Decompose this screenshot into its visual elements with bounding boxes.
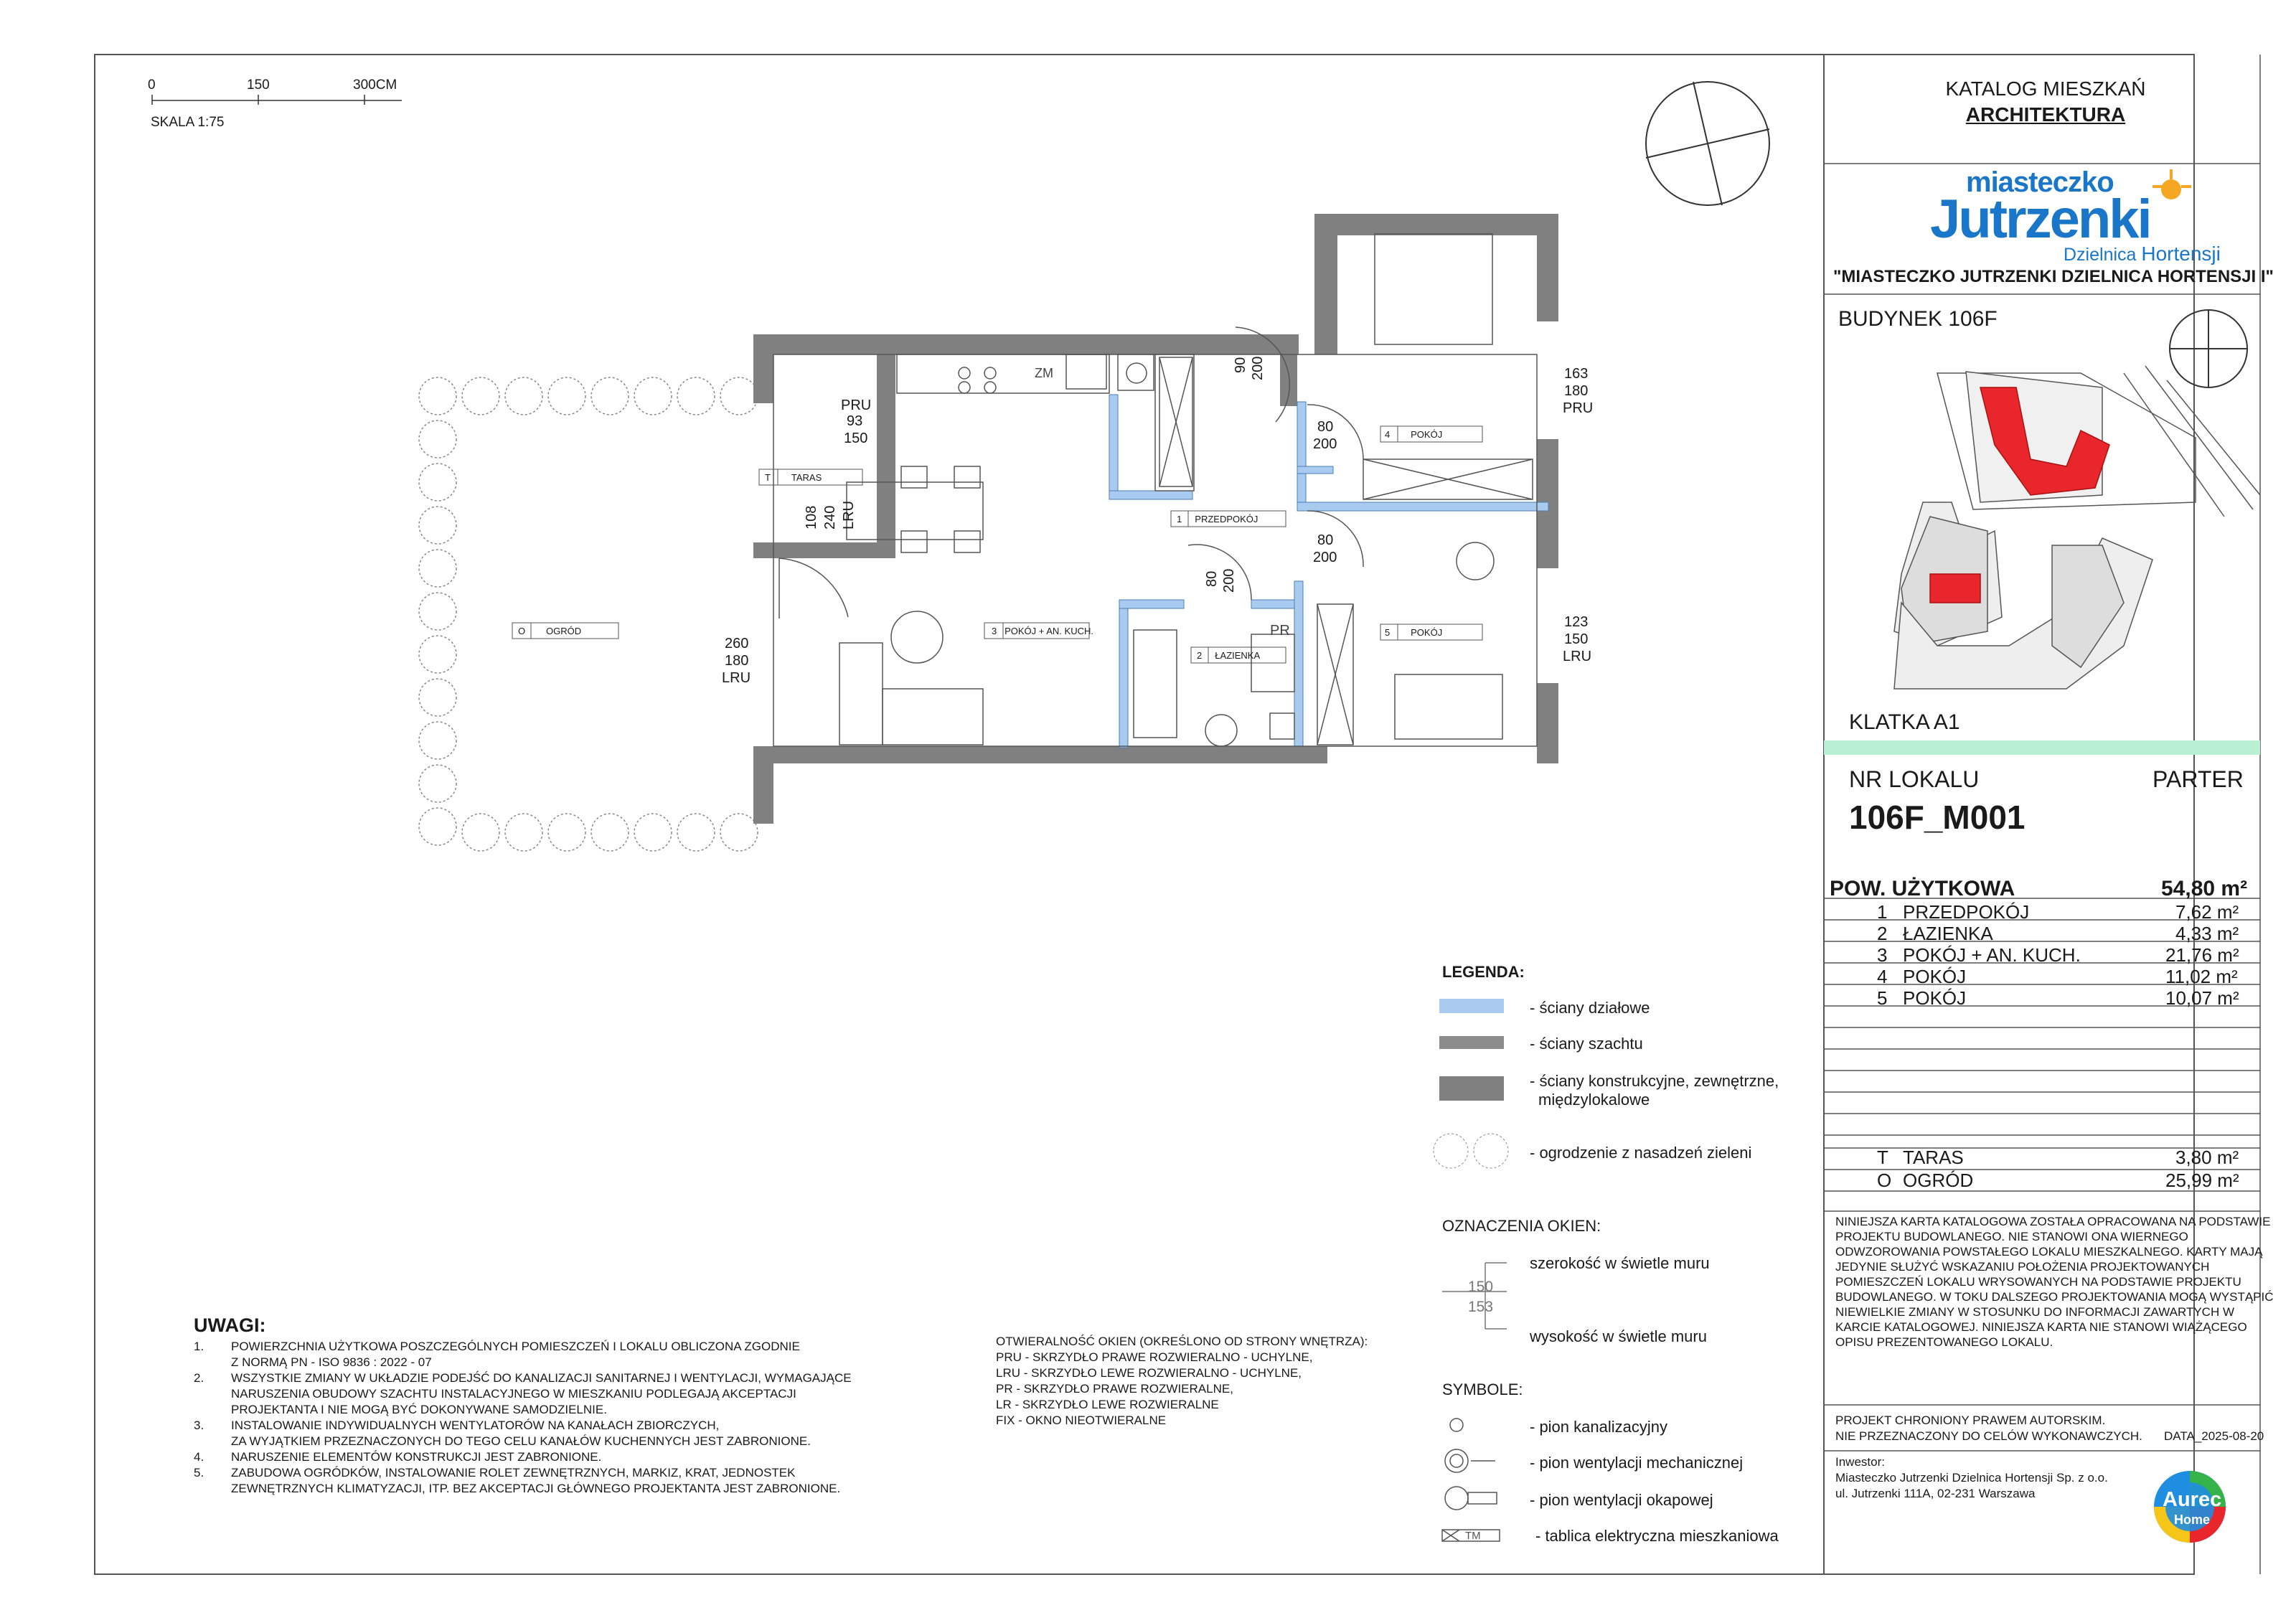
- room-row-area: 4,33 m²: [2175, 923, 2239, 944]
- room-row-name: ŁAZIENKA: [1903, 923, 1993, 944]
- door-width: 80: [1204, 570, 1220, 587]
- symbol-mech-vent: - pion wentylacji mechanicznej: [1530, 1454, 1744, 1472]
- extra-row-name: OGRÓD: [1903, 1170, 1974, 1191]
- door-height: 200: [1221, 568, 1237, 593]
- room-tag: 5 POKÓJ: [1385, 627, 1443, 638]
- legend-structural-2: międzylokalowe: [1538, 1091, 1650, 1109]
- window-mark-example: [1442, 1263, 1507, 1329]
- note-line: INSTALOWANIE INDYWIDUALNYCH WENTYLATORÓW NA KANAŁACH ZBIORCZYCH,: [231, 1419, 720, 1432]
- openings-line: LRU - SKRZYDŁO LEWE ROZWIERALNO - UCHYLNE,: [996, 1366, 1302, 1380]
- note-number: 1.: [194, 1340, 204, 1353]
- note-line: ZA WYJĄTKIEM PRZEZNACZONYCH DO TEGO CELU KANAŁÓW KUCHENNYCH JEST ZABRONIONE.: [231, 1434, 811, 1448]
- investor-label: Inwestor:: [1835, 1455, 1885, 1469]
- room-row-name: PRZEDPOKÓJ: [1903, 901, 2030, 923]
- openings-line: LR - SKRZYDŁO LEWE ROZWIERALNE: [996, 1398, 1219, 1411]
- openings-line: PR - SKRZYDŁO PRAWE ROZWIERALNE,: [996, 1382, 1233, 1396]
- window-width: 123: [1564, 614, 1589, 630]
- stairwell-label: KLATKA A1: [1849, 710, 1960, 734]
- room-row-no: 3: [1877, 944, 1888, 966]
- note-line: ZEWNĘTRZNYCH KLIMATYZACJI, ITP. BEZ AKCEPTACJI GŁÓWNEGO PROJEKTANTA JEST ZABRONIONE.: [231, 1482, 841, 1495]
- note-line: NARUSZENIE ELEMENTÓW KONSTRUKCJI JEST ZABRONIONE.: [231, 1450, 602, 1464]
- window-type: PRU: [1563, 400, 1594, 416]
- legend-hedge: - ogrodzenie z nasadzeń zieleni: [1530, 1144, 1752, 1162]
- extra-row-name: TARAS: [1903, 1147, 1964, 1168]
- door-height: 200: [1313, 550, 1337, 565]
- room-tag: 3 POKÓJ + AN. KUCH.: [992, 626, 1093, 636]
- area-total: 54,80 m²: [2161, 877, 2248, 900]
- note-line: POWIERZCHNIA UŻYTKOWA POSZCZEGÓLNYCH POMIESZCZEŃ I LOKALU OBLICZONA ZGODNIE: [231, 1340, 800, 1353]
- window-width: 163: [1564, 366, 1589, 382]
- note-number: 5.: [194, 1466, 204, 1479]
- key-plan: [1894, 366, 2260, 689]
- door-width: 80: [1317, 419, 1334, 435]
- area-label: POW. UŻYTKOWA: [1830, 877, 2015, 900]
- note-number: 3.: [194, 1419, 204, 1432]
- notes-title: UWAGI:: [194, 1314, 266, 1336]
- logo-sun-icon: [2152, 169, 2191, 199]
- scale-label: SKALA 1:75: [151, 115, 225, 130]
- window-marks-width: szerokość w świetle muru: [1530, 1254, 1710, 1272]
- symbol-hood-vent: - pion wentylacji okapowej: [1530, 1491, 1713, 1509]
- logo-sub-name: Hortensji: [2141, 243, 2221, 265]
- openings-line: FIX - OKNO NIEOTWIERALNE: [996, 1413, 1167, 1427]
- window-width: 93: [847, 413, 863, 429]
- floor-label: PARTER: [2152, 766, 2244, 792]
- pr-label: PR: [1270, 623, 1290, 639]
- note-number: 2.: [194, 1371, 204, 1385]
- window-type: PRU: [841, 397, 872, 413]
- extra-row-no: O: [1877, 1170, 1892, 1191]
- window-width: 260: [725, 636, 749, 651]
- extra-row-area: 3,80 m²: [2175, 1147, 2239, 1168]
- logo-top-text: miasteczko: [1966, 166, 2114, 198]
- unit-label: NR LOKALU: [1849, 766, 1980, 792]
- symbol-icons: [1442, 1419, 1500, 1541]
- legend-structural: - ściany konstrukcyjne, zewnętrzne,: [1530, 1072, 1779, 1090]
- legend-partition: - ściany działowe: [1530, 999, 1650, 1017]
- room-row-no: 4: [1877, 966, 1888, 987]
- openings-line: PRU - SKRZYDŁO PRAWE ROZWIERALNO - UCHYLNE,: [996, 1350, 1313, 1364]
- note-number: 4.: [194, 1450, 204, 1464]
- unit-number: 106F_M001: [1849, 799, 2026, 836]
- window-type: LRU: [841, 500, 857, 530]
- window-marks-height: wysokość w świetle muru: [1530, 1327, 1707, 1345]
- room-tag: T TARAS: [765, 472, 822, 483]
- window-height: 240: [822, 505, 838, 530]
- note-line: WSZYSTKIE ZMIANY W UKŁADZIE PODEJŚĆ DO KANALIZACJI SANITARNEJ I WENTYLACJI, WYMAGAJĄCE: [231, 1371, 852, 1385]
- copyright-line1: PROJEKT CHRONIONY PRAWEM AUTORSKIM.: [1835, 1413, 2106, 1427]
- window-height: 150: [844, 431, 868, 446]
- room-tag: 4 POKÓJ: [1385, 429, 1443, 440]
- window-height: 180: [1564, 383, 1589, 399]
- garden-hedge: [419, 377, 758, 851]
- catalog-subtitle: ARCHITEKTURA: [1965, 103, 2126, 126]
- note-line: Z NORMĄ PN - ISO 9836 : 2022 - 07: [231, 1355, 432, 1369]
- room-row-area: 21,76 m²: [2165, 944, 2239, 966]
- logo-main-text: Jutrzenki: [1930, 189, 2150, 250]
- disclaimer-text: NINIEJSZA KARTA KATALOGOWA ZOSTAŁA OPRACOWANA NA PODSTAWIE PROJEKTU BUDOWLANEGO. NIE STANOWI ONA WIERNEGO ODWZOROWANIA POWSTAŁEGO LOKALU MIESZKALNEGO. KARTY MAJĄ JEDYNIE SŁUŻYĆ WSKAZANIU POŁOŻENIA PROJEKTOWANYCH POMIESZCZEŃ LOKALU WRYSOWANYCH NA PODSTAWIE PROJEKTU BUDOWLANEGO. W TOKU DALSZEGO PROJEKTOWANIA MOGĄ WYSTĄPIĆ NIEWIELKIE ZMIANY W STOSUNKU DO INFORMACJI ZAWARTYCH W KARCIE KATALOGOWEJ. NINIEJSZA KARTA NIE STANOWI WIĄŻĄCEGO OPISU PREZENTOWANEGO LOKALU.: [1835, 1215, 2274, 1349]
- room-row-area: 7,62 m²: [2175, 901, 2239, 923]
- scale-tick-150: 150: [247, 77, 270, 93]
- room-tag: 2 ŁAZIENKA: [1197, 650, 1261, 661]
- window-height: 180: [725, 653, 749, 669]
- legend-title: LEGENDA:: [1442, 963, 1525, 981]
- brand-line1: Aurec: [2163, 1488, 2222, 1511]
- scale-tick-0: 0: [148, 77, 156, 93]
- room-row-name: POKÓJ + AN. KUCH.: [1903, 944, 2081, 966]
- note-line: PROJEKTANTA I NIE MOGĄ BYĆ DOKONYWANE SAMODZIELNIE.: [231, 1403, 607, 1416]
- note-line: NARUSZENIA OBUDOWY SZACHTU INSTALACYJNEGO W MIESZKANIU PODLEGAJĄ AKCEPTACJI: [231, 1387, 796, 1401]
- logo-sub: [2064, 243, 2221, 265]
- room-row-name: POKÓJ: [1903, 987, 1967, 1009]
- door-width: 90: [1233, 357, 1248, 373]
- window-height: 150: [1564, 631, 1589, 647]
- room-row-no: 2: [1877, 923, 1888, 944]
- investor-address: ul. Jutrzenki 111A, 02-231 Warszawa: [1835, 1487, 2036, 1500]
- logo-sub-prefix: Dzielnica: [2064, 245, 2137, 265]
- investor-name: Miasteczko Jutrzenki Dzielnica Hortensji Sp. z o.o.: [1835, 1471, 2108, 1485]
- door-height: 200: [1313, 436, 1337, 452]
- room-tag: 1 PRZEDPOKÓJ: [1177, 514, 1258, 524]
- brand-line2: Home: [2174, 1513, 2211, 1527]
- door-width: 80: [1317, 532, 1334, 548]
- symbols-title: SYMBOLE:: [1442, 1380, 1523, 1398]
- room-row-area: 11,02 m²: [2165, 966, 2238, 987]
- electric-meter-label: ZM: [1035, 366, 1053, 380]
- window-marks-title: OZNACZENIA OKIEN:: [1442, 1217, 1601, 1235]
- symbol-electric-board: - tablica elektryczna mieszkaniowa: [1535, 1527, 1779, 1545]
- scale-bar: [152, 95, 402, 105]
- tm-label: TM: [1465, 1530, 1481, 1542]
- window-type: LRU: [722, 670, 751, 686]
- legend-shaft: - ściany szachtu: [1530, 1035, 1643, 1053]
- note-line: ZABUDOWA OGRÓDKÓW, INSTALOWANIE ROLET ZEWNĘTRZNYCH, MARKIZ, KRAT, JEDNOSTEK: [231, 1466, 796, 1479]
- window-mark-width-example: 150: [1468, 1279, 1494, 1295]
- room-row-no: 5: [1877, 987, 1888, 1009]
- room-tag: O OGRÓD: [518, 626, 582, 636]
- room-row-no: 1: [1877, 901, 1888, 923]
- north-arrow-icon: [1646, 82, 1769, 205]
- extra-row-no: T: [1877, 1147, 1888, 1168]
- copyright-line2: NIE PRZEZNACZONY DO CELÓW WYKONAWCZYCH.: [1835, 1429, 2142, 1443]
- north-arrow-small-icon: [2170, 310, 2247, 387]
- openings-title: OTWIERALNOŚĆ OKIEN (OKREŚLONO OD STRONY WNĘTRZA):: [996, 1335, 1368, 1348]
- legend-swatches: [1434, 999, 1508, 1168]
- catalog-title: KATALOG MIESZKAŃ: [1945, 77, 2146, 100]
- scale-tick-300: 300CM: [353, 77, 397, 93]
- symbol-sewage: - pion kanalizacyjny: [1530, 1418, 1667, 1436]
- project-name: "MIASTECZKO JUTRZENKI DZIELNICA HORTENSJI I": [1833, 267, 2274, 286]
- window-width: 108: [804, 505, 819, 530]
- door-height: 200: [1250, 356, 1266, 380]
- structural-walls: [753, 214, 1558, 824]
- window-type: LRU: [1563, 649, 1592, 664]
- extra-row-area: 25,99 m²: [2165, 1170, 2239, 1191]
- room-row-area: 10,07 m²: [2165, 987, 2239, 1009]
- window-mark-height-example: 153: [1468, 1299, 1494, 1315]
- date-label: DATA_2025-08-20: [2164, 1429, 2264, 1443]
- building-label: BUDYNEK 106F: [1838, 307, 1998, 331]
- room-row-name: POKÓJ: [1903, 966, 1967, 987]
- klatka-bar: [1824, 740, 2260, 755]
